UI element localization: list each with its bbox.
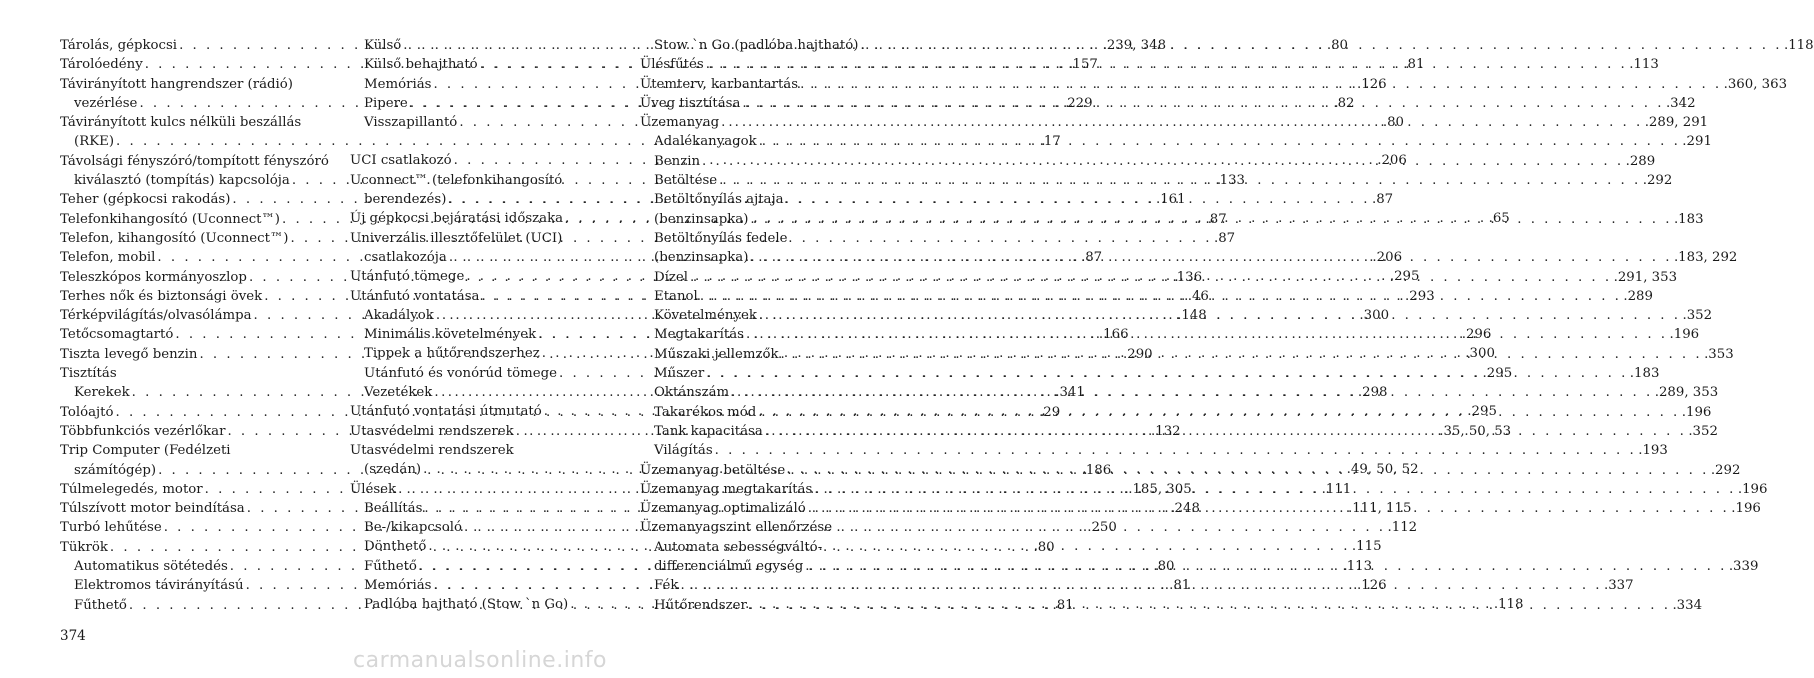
entry-page-ref: .87: [1080, 250, 1103, 266]
entry-label: Túlszívott motor beindítása: [60, 501, 245, 517]
index-heading: Automata sebességváltó-: [654, 539, 823, 555]
entry-page-ref: .80: [1033, 539, 1055, 555]
entry-label: Adalékanyagok: [654, 134, 757, 150]
entry-label: Utánfutó vontatási útmutató: [350, 404, 542, 420]
page-number: 374: [60, 628, 86, 644]
entry-label: Tiszta levegő benzin: [60, 346, 198, 362]
entry-page-ref: .118: [1493, 597, 1524, 613]
entry-page-ref: .295: [1467, 404, 1497, 420]
entry-page-ref: .148: [1177, 308, 1207, 324]
entry-label: csatlakozója: [364, 249, 447, 265]
index-entry: [640, 441, 1668, 460]
entry-label: vezérlése: [74, 95, 138, 111]
entry-page-ref: .229: [1063, 95, 1093, 111]
entry-label: UCI csatlakozó: [350, 153, 452, 169]
entry-page-ref: .132: [1151, 423, 1181, 439]
entry-label: Hűtőrendszer: [654, 597, 747, 613]
entry-label: Utasvédelmi rendszerek: [350, 423, 514, 439]
entry-label: Teher (gépkocsi rakodás): [60, 192, 231, 208]
entry-label: Turbó lehűtése: [60, 520, 162, 536]
dot-leader: [785, 461, 1711, 480]
entry-page-ref: .352: [1682, 308, 1713, 324]
dot-leader: [688, 268, 1614, 287]
dot-leader: [748, 210, 1674, 229]
entry-page-ref: .292: [1642, 173, 1673, 189]
entry-page-ref: .35, 50, 53: [1439, 423, 1512, 439]
entry-page-ref: .334: [1672, 597, 1703, 613]
index-heading: Uconnect™ (telefonkihangosító: [350, 172, 563, 188]
entry-label: Kerekek: [74, 385, 130, 401]
entry-label: Tárolás, gépkocsi: [60, 38, 178, 53]
entry-label: Utánfutó vontatása: [350, 288, 480, 304]
dot-leader: [717, 171, 1643, 190]
entry-label: Utánfutó és vonórúd tömege: [364, 365, 557, 381]
entry-page-ref: .112: [1387, 520, 1418, 536]
entry-page-ref: .292: [1710, 462, 1741, 478]
entry-page-ref: .166: [1098, 327, 1129, 343]
dot-leader: [798, 75, 1724, 94]
entry-page-ref: .296: [1461, 327, 1492, 343]
entry-page-ref: .46: [1187, 288, 1209, 304]
index-heading: Betöltőnyílás ajtaja: [654, 192, 784, 208]
entry-page-ref: .183: [1673, 211, 1704, 227]
entry-page-ref: .183: [1629, 366, 1660, 382]
entry-label: Automatikus sötétedés: [74, 559, 228, 575]
entry-page-ref: .111, 115: [1347, 500, 1412, 516]
entry-page-ref: .353: [1704, 346, 1734, 362]
entry-label: (benzinsapka): [654, 211, 749, 227]
entry-label: Tank kapacitása: [654, 423, 763, 439]
index-heading: Távirányított kulcs nélküli beszállás: [60, 115, 302, 131]
entry-page-ref: .80: [1382, 115, 1405, 131]
dot-leader: [719, 113, 1645, 132]
entry-page-ref: .161: [1155, 192, 1186, 208]
entry-page-ref: .339: [1728, 559, 1759, 575]
entry-page-ref: .157: [1068, 57, 1098, 73]
entry-label: Visszapillantó: [364, 115, 458, 131]
index-heading: Távolsági fényszóró/tompított fényszóró: [60, 153, 329, 169]
entry-page-ref: .49, 50, 52: [1346, 462, 1419, 478]
index-heading: Univerzális illesztőfelület (UCI): [350, 230, 563, 246]
entry-page-ref: .183, 292: [1673, 250, 1738, 266]
entry-page-ref: .186: [1081, 462, 1112, 478]
dot-leader: [763, 422, 1689, 441]
dot-leader: [446, 190, 1372, 209]
entry-label: Memóriás: [364, 578, 432, 594]
entry-page-ref: .87: [1214, 230, 1236, 246]
entry-label: (benzinsapka): [654, 250, 749, 266]
entry-label: Teleszkópos kormányoszlop: [60, 269, 247, 285]
entry-page-ref: .206: [1377, 153, 1407, 169]
entry-page-ref: .111: [1321, 481, 1352, 497]
entry-label: Fék: [654, 578, 679, 594]
entry-label: Ülésfűtés: [640, 57, 704, 73]
entry-page-ref: .341: [1055, 385, 1085, 401]
entry-page-ref: .196: [1731, 501, 1761, 517]
entry-page-ref: .65: [1488, 211, 1510, 227]
entry-page-ref: .82: [1333, 95, 1355, 111]
dot-leader: [729, 383, 1655, 402]
entry-label: Telefon, kihangosító (Uconnect™): [60, 230, 289, 246]
entry-label: Új gépkocsi bejáratási időszaka: [350, 211, 564, 227]
entry-page-ref: .185, 305: [1128, 481, 1192, 497]
entry-page-ref: .250: [1087, 520, 1117, 536]
entry-label: Pipere: [364, 95, 408, 111]
entry-page-ref: .17: [1039, 134, 1061, 150]
entry-label: Utánfutó tömege: [350, 269, 465, 285]
entry-page-ref: .80: [1153, 559, 1175, 575]
entry-label: Üzemanyag megtakarítás: [640, 481, 813, 497]
index-heading: Tisztítás: [60, 366, 117, 382]
entry-label: Dízel: [654, 269, 689, 285]
entry-page-ref: .289: [1625, 153, 1656, 169]
entry-page-ref: .87: [1205, 211, 1227, 227]
index-heading: Utasvédelmi rendszerek: [350, 442, 514, 458]
entry-page-ref: .290: [1123, 346, 1153, 362]
entry-label: kiválasztó (tompítás) kapcsolója: [74, 173, 290, 189]
dot-leader: [704, 55, 1630, 74]
dot-leader: [757, 306, 1683, 325]
dot-leader: [779, 345, 1705, 364]
entry-page-ref: .289: [1623, 288, 1653, 304]
entry-label: differenciálmű egység: [654, 559, 804, 575]
entry-label: Üzemanyag betöltése: [640, 462, 786, 478]
entry-label: Üzemanyag optimalizáló: [640, 501, 806, 517]
entry-label: Fűthető: [364, 558, 417, 574]
entry-page-ref: .337: [1604, 578, 1634, 594]
watermark: carmanualsonline.info: [353, 648, 607, 673]
entry-page-ref: .342: [1665, 95, 1696, 111]
entry-page-ref: .300: [1465, 346, 1495, 362]
entry-label: Tükrök: [60, 539, 108, 555]
entry-label: Telefon, mobil: [60, 250, 156, 266]
entry-page-ref: .291, 353: [1613, 269, 1678, 285]
entry-page-ref: .196: [1681, 404, 1712, 420]
entry-label: számítógép): [74, 462, 157, 478]
entry-label: Minimális követelmények: [364, 327, 537, 343]
entry-label: Követelmények: [654, 308, 757, 324]
entry-page-ref: .81: [1052, 597, 1074, 613]
entry-page-ref: .360, 363: [1723, 76, 1788, 92]
entry-label: Ülések: [350, 481, 397, 497]
entry-label: Megtakarítás: [654, 327, 744, 343]
entry-page-ref: .289, 353: [1654, 385, 1719, 401]
dot-leader: [700, 152, 1626, 171]
entry-label: Terhes nők és biztonsági övek: [60, 288, 263, 304]
dot-leader: [678, 576, 1604, 595]
entry-page-ref: .248: [1170, 501, 1200, 517]
entry-label: Betöltése: [654, 173, 718, 189]
entry-page-ref: .81: [1403, 57, 1425, 73]
entry-label: Beállítás: [364, 500, 423, 516]
entry-page-ref: .133: [1215, 173, 1246, 189]
entry-label: Oktánszám: [654, 385, 730, 401]
dot-leader: [803, 557, 1729, 576]
entry-label: Dönthető: [364, 539, 427, 555]
entry-label: Többfunkciós vezérlőkar: [60, 423, 226, 439]
entry-page-ref: .239, 348: [1102, 38, 1167, 53]
entry-page-ref: .295: [1389, 269, 1420, 285]
entry-label: Padlóba hajtható (Stow `n Go): [364, 597, 569, 613]
entry-label: Fűthető: [74, 597, 127, 613]
entry-label: Elektromos távirányítású: [74, 578, 244, 594]
entry-label: Ütemterv, karbantartás: [640, 76, 799, 92]
dot-leader: [756, 403, 1682, 422]
entry-label: Külső behajtható: [364, 57, 478, 73]
entry-page-ref: .206: [1372, 249, 1403, 265]
entry-label: berendezés): [364, 192, 447, 208]
entry-label: Tárolóedény: [60, 57, 143, 73]
dot-leader: [806, 499, 1732, 518]
spacer: [350, 132, 605, 151]
entry-label: Akadályok: [364, 307, 434, 323]
entry-page-ref: .196: [1737, 481, 1768, 497]
dot-leader: [462, 518, 1388, 537]
entry-label: Túlmelegedés, motor: [60, 481, 203, 497]
entry-page-ref: .115: [1351, 539, 1382, 555]
entry-page-ref: .300: [1359, 307, 1390, 323]
dot-leader: [698, 287, 1624, 306]
entry-page-ref: .291: [1682, 134, 1712, 150]
entry-page-ref: .298: [1357, 385, 1388, 401]
entry-page-ref: .293: [1405, 288, 1435, 304]
entry-page-ref: .136: [1172, 269, 1203, 285]
entry-label: Világítás: [654, 443, 713, 459]
entry-label: Műszaki jellemzők: [654, 346, 779, 362]
entry-label: Benzin: [654, 153, 701, 169]
entry-page-ref: .80: [1326, 38, 1349, 53]
dot-leader: [740, 94, 1666, 113]
entry-label: Vezetékek: [364, 385, 433, 401]
dot-leader: [757, 132, 1683, 151]
entry-page-ref: .193: [1638, 443, 1668, 459]
entry-page-ref: .352: [1688, 423, 1718, 439]
dot-leader: [858, 36, 1784, 55]
entry-label: Műszer: [654, 366, 705, 382]
dot-leader: [748, 248, 1674, 267]
index-heading: Távirányított hangrendszer (rádió): [60, 76, 293, 92]
entry-page-ref: .81: [1169, 578, 1191, 594]
dot-leader: [744, 325, 1670, 344]
entry-page-ref: .196: [1669, 327, 1700, 343]
dot-leader: [704, 364, 1630, 383]
entry-label: Takarékos mód: [654, 404, 757, 420]
entry-page-ref: .126: [1357, 578, 1387, 594]
entry-label: Külső: [364, 38, 402, 53]
entry-page-ref: .87: [1372, 192, 1394, 208]
entry-label: Memóriás: [364, 76, 432, 92]
entry-label: Tippek a hűtőrendszerhez: [364, 346, 540, 362]
index-heading: Trip Computer (Fedélzeti: [60, 443, 231, 459]
entry-page-ref: .29: [1039, 404, 1061, 420]
entry-label: Térképvilágítás/olvasólámpa: [60, 308, 252, 324]
entry-page-ref: .295: [1482, 365, 1513, 381]
dot-leader: [713, 441, 1639, 460]
index-heading: Üzemanyagszint ellenőrzése: [640, 520, 833, 536]
entry-label: Tetőcsomagtartó: [60, 327, 174, 343]
dot-leader: [812, 480, 1738, 499]
entry-label: Be-/kikapcsoló: [364, 520, 462, 536]
index-heading: Betöltőnyílás fedele: [654, 230, 788, 246]
entry-label: (RKE): [74, 134, 115, 150]
entry-label: Tolóajtó: [60, 404, 114, 420]
entry-page-ref: .289, 291: [1644, 115, 1709, 131]
dot-leader: [747, 596, 1673, 615]
entry-label: Etanol: [654, 288, 698, 304]
entry-page-ref: .113: [1342, 558, 1373, 574]
entry-label: Üveg tisztítása: [640, 95, 741, 111]
entry-page-ref: .118: [1783, 38, 1814, 53]
entry-label: (szedán): [364, 462, 422, 478]
entry-page-ref: .113: [1629, 57, 1659, 73]
entry-label: Üzemanyag: [640, 115, 720, 131]
entry-label: Stow `n Go (padlóba hajtható): [654, 38, 859, 53]
entry-label: Telefonkihangosító (Uconnect™): [60, 211, 280, 227]
entry-page-ref: .126: [1357, 76, 1387, 92]
